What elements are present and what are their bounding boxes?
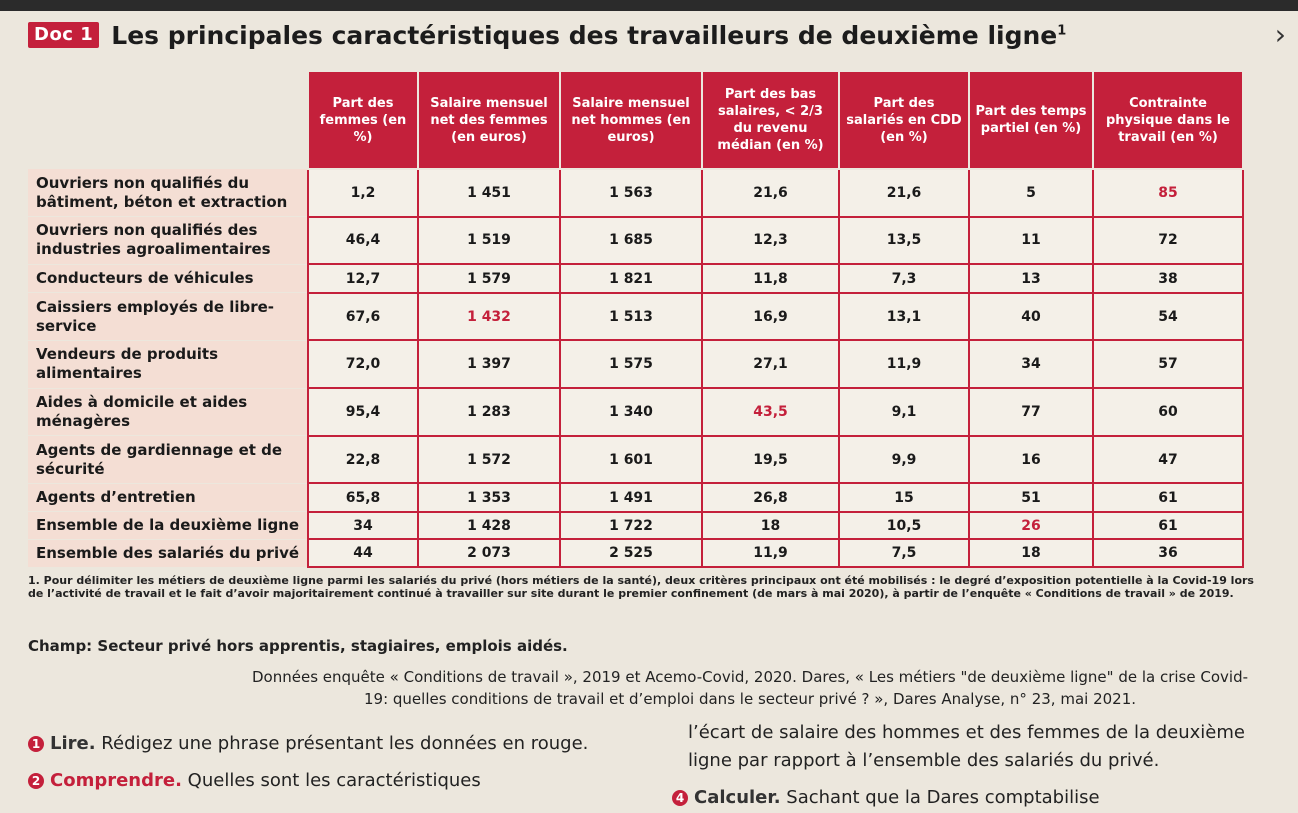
table-row bbox=[28, 483, 1243, 512]
document-header bbox=[28, 16, 1066, 54]
table-cell: 18 bbox=[702, 512, 839, 540]
table-cell: 26 bbox=[969, 512, 1093, 540]
table-body bbox=[28, 169, 1243, 567]
table-cell: 18 bbox=[969, 539, 1093, 567]
question-keyword: Comprendre. bbox=[50, 770, 182, 791]
table-cell: 1 563 bbox=[560, 169, 702, 217]
question-number-badge: 1 bbox=[28, 736, 44, 752]
table-cell: 57 bbox=[1093, 340, 1243, 388]
table-cell: 11 bbox=[969, 217, 1093, 265]
table-cell: 34 bbox=[308, 512, 418, 540]
table-row bbox=[28, 293, 1243, 341]
table-row bbox=[28, 264, 1243, 293]
table-cell: 1 601 bbox=[560, 436, 702, 484]
table-cell: 61 bbox=[1093, 483, 1243, 512]
table-cell: 1 572 bbox=[418, 436, 560, 484]
question-number-badge: 4 bbox=[672, 790, 688, 806]
column-header: Part des temps partiel (en %) bbox=[969, 71, 1093, 169]
question-number-badge: 2 bbox=[28, 773, 44, 789]
table-cell: 51 bbox=[969, 483, 1093, 512]
table-cell: 16 bbox=[969, 436, 1093, 484]
column-header: Part des femmes (en %) bbox=[308, 71, 418, 169]
table-cell: 1 519 bbox=[418, 217, 560, 265]
document-title-text: Les principales caractéristiques des travailleurs de deuxième ligne bbox=[111, 20, 1058, 50]
question-1 bbox=[28, 733, 588, 754]
table-cell: 16,9 bbox=[702, 293, 839, 341]
table-cell: 46,4 bbox=[308, 217, 418, 265]
table-cell: 1 432 bbox=[418, 293, 560, 341]
row-label: Vendeurs de produits alimentaires bbox=[28, 340, 308, 388]
table-header-row bbox=[28, 71, 1243, 169]
doc-badge: Doc 1 bbox=[28, 22, 99, 48]
source-note: Données enquête « Conditions de travail », 2019 et Acemo-Covid, 2020. Dares, « Les métiers "de deuxième ligne" de la crise Covid-19: quelles conditions de travail et d’emploi dans le secteur privé ? », Dares Analyse, n° 23, mai 2021. bbox=[252, 668, 1248, 708]
table-cell: 95,4 bbox=[308, 388, 418, 436]
document-title bbox=[111, 21, 1066, 50]
table-cell: 72 bbox=[1093, 217, 1243, 265]
table-cell: 43,5 bbox=[702, 388, 839, 436]
table-cell: 11,9 bbox=[702, 539, 839, 567]
table-cell: 11,8 bbox=[702, 264, 839, 293]
scope-note: Champ: Secteur privé hors apprentis, stagiaires, emplois aidés. bbox=[28, 637, 568, 655]
column-header: Contrainte physique dans le travail (en %) bbox=[1093, 71, 1243, 169]
question-3-line-2: ligne par rapport à l’ensemble des salariés du privé. bbox=[688, 750, 1160, 771]
table-cell: 1 428 bbox=[418, 512, 560, 540]
column-header: Salaire mensuel net hommes (en euros) bbox=[560, 71, 702, 169]
row-label: Aides à domicile et aides ménagères bbox=[28, 388, 308, 436]
table-cell: 11,9 bbox=[839, 340, 969, 388]
question-4 bbox=[672, 787, 1100, 808]
table-cell: 19,5 bbox=[702, 436, 839, 484]
table-row bbox=[28, 217, 1243, 265]
table-cell: 65,8 bbox=[308, 483, 418, 512]
table-cell: 5 bbox=[969, 169, 1093, 217]
chevron-right-icon[interactable]: › bbox=[1274, 18, 1286, 51]
question-text: Sachant que la Dares comptabilise bbox=[786, 787, 1100, 808]
table-cell: 67,6 bbox=[308, 293, 418, 341]
table-row bbox=[28, 388, 1243, 436]
table-cell: 21,6 bbox=[702, 169, 839, 217]
question-keyword: Lire. bbox=[50, 733, 96, 754]
column-header: Part des bas salaires, < 2/3 du revenu médian (en %) bbox=[702, 71, 839, 169]
table-cell: 15 bbox=[839, 483, 969, 512]
question-2 bbox=[28, 770, 481, 791]
row-label: Agents de gardiennage et de sécurité bbox=[28, 436, 308, 484]
table-cell: 36 bbox=[1093, 539, 1243, 567]
table-cell: 1 340 bbox=[560, 388, 702, 436]
table-row bbox=[28, 340, 1243, 388]
data-table-container bbox=[28, 70, 1243, 568]
table-cell: 26,8 bbox=[702, 483, 839, 512]
title-footnote-mark: 1 bbox=[1057, 23, 1067, 39]
table-cell: 1 722 bbox=[560, 512, 702, 540]
table-cell: 2 073 bbox=[418, 539, 560, 567]
table-corner bbox=[28, 71, 308, 169]
table-cell: 12,3 bbox=[702, 217, 839, 265]
table-cell: 21,6 bbox=[839, 169, 969, 217]
table-cell: 1 579 bbox=[418, 264, 560, 293]
table-cell: 61 bbox=[1093, 512, 1243, 540]
table-cell: 13 bbox=[969, 264, 1093, 293]
footnote: 1. Pour délimiter les métiers de deuxième ligne parmi les salariés du privé (hors métiers de la santé), deux critères principaux ont été mobilisés : le degré d’exposition potentielle à la Covid-19 lors de l’activité de travail et le fait d’avoir majoritairement continué à travailler sur site durant le premier confinement (de mars à mai 2020), à partir de l’enquête « Conditions de travail » de 2019. bbox=[28, 574, 1254, 600]
table-cell: 72,0 bbox=[308, 340, 418, 388]
table-cell: 13,1 bbox=[839, 293, 969, 341]
table-cell: 1 491 bbox=[560, 483, 702, 512]
top-bar bbox=[0, 0, 1298, 11]
table-cell: 10,5 bbox=[839, 512, 969, 540]
question-text: Rédigez une phrase présentant les données en rouge. bbox=[101, 733, 589, 754]
table-cell: 1,2 bbox=[308, 169, 418, 217]
table-row bbox=[28, 539, 1243, 567]
table-cell: 27,1 bbox=[702, 340, 839, 388]
table-cell: 2 525 bbox=[560, 539, 702, 567]
data-table bbox=[28, 70, 1244, 568]
table-cell: 1 283 bbox=[418, 388, 560, 436]
table-cell: 1 397 bbox=[418, 340, 560, 388]
table-cell: 9,1 bbox=[839, 388, 969, 436]
row-label: Agents d’entretien bbox=[28, 483, 308, 512]
table-cell: 54 bbox=[1093, 293, 1243, 341]
table-row bbox=[28, 169, 1243, 217]
table-cell: 1 685 bbox=[560, 217, 702, 265]
table-cell: 77 bbox=[969, 388, 1093, 436]
table-cell: 60 bbox=[1093, 388, 1243, 436]
question-keyword: Calculer. bbox=[694, 787, 781, 808]
table-cell: 1 451 bbox=[418, 169, 560, 217]
table-cell: 34 bbox=[969, 340, 1093, 388]
row-label: Caissiers employés de libre-service bbox=[28, 293, 308, 341]
row-label: Ensemble des salariés du privé bbox=[28, 539, 308, 567]
row-label: Ouvriers non qualifiés des industries agroalimentaires bbox=[28, 217, 308, 265]
table-cell: 1 575 bbox=[560, 340, 702, 388]
table-cell: 9,9 bbox=[839, 436, 969, 484]
table-cell: 7,3 bbox=[839, 264, 969, 293]
table-row bbox=[28, 436, 1243, 484]
table-cell: 44 bbox=[308, 539, 418, 567]
table-cell: 7,5 bbox=[839, 539, 969, 567]
question-3-line-1: l’écart de salaire des hommes et des femmes de la deuxième bbox=[688, 722, 1245, 743]
question-text: Quelles sont les caractéristiques bbox=[187, 770, 481, 791]
table-cell: 38 bbox=[1093, 264, 1243, 293]
table-cell: 47 bbox=[1093, 436, 1243, 484]
table-row bbox=[28, 512, 1243, 540]
row-label: Ouvriers non qualifiés du bâtiment, béton et extraction bbox=[28, 169, 308, 217]
table-cell: 22,8 bbox=[308, 436, 418, 484]
table-cell: 85 bbox=[1093, 169, 1243, 217]
table-cell: 13,5 bbox=[839, 217, 969, 265]
table-cell: 1 513 bbox=[560, 293, 702, 341]
row-label: Ensemble de la deuxième ligne bbox=[28, 512, 308, 540]
table-cell: 12,7 bbox=[308, 264, 418, 293]
table-cell: 40 bbox=[969, 293, 1093, 341]
table-cell: 1 821 bbox=[560, 264, 702, 293]
column-header: Part des salariés en CDD (en %) bbox=[839, 71, 969, 169]
table-cell: 1 353 bbox=[418, 483, 560, 512]
row-label: Conducteurs de véhicules bbox=[28, 264, 308, 293]
column-header: Salaire mensuel net des femmes (en euros) bbox=[418, 71, 560, 169]
